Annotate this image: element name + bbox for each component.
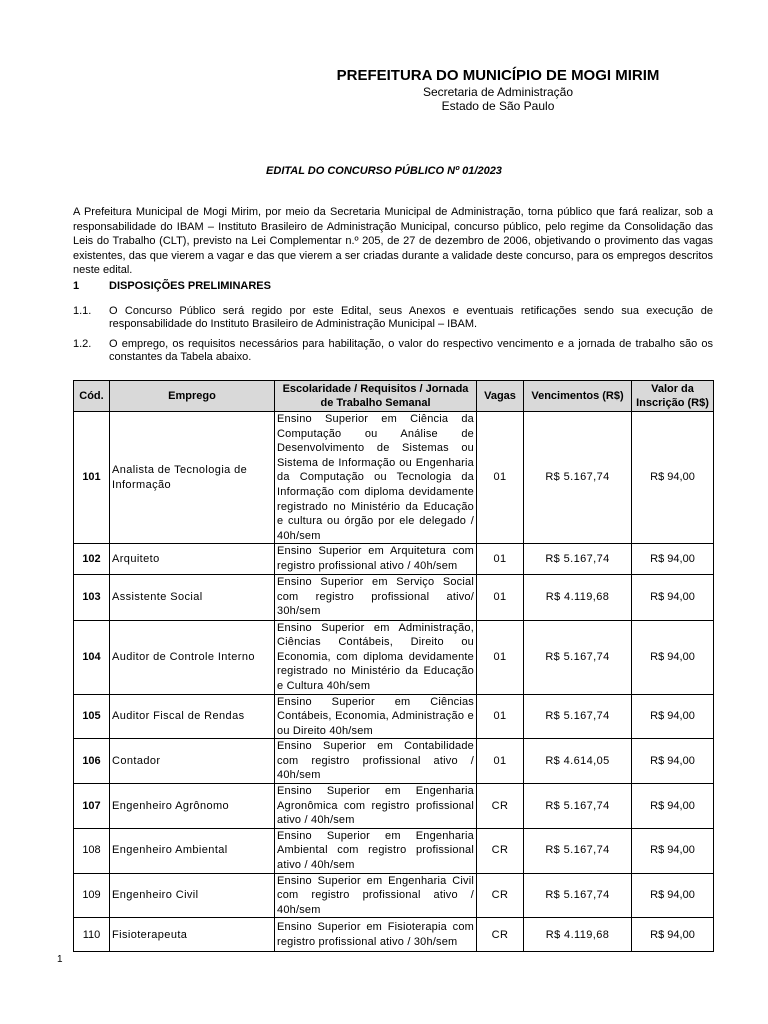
cell-emprego: Engenheiro Civil [110, 873, 275, 918]
cell-emprego: Auditor Fiscal de Rendas [110, 694, 275, 739]
cell-escolaridade: Ensino Superior em Engenharia Agronômica com registro profissional ativo / 40h/sem [275, 784, 477, 829]
cell-escolaridade: Ensino Superior em Engenharia Civil com registro profissional ativo / 40h/sem [275, 873, 477, 918]
cell-emprego: Analista de Tecnologia de Informação [110, 412, 275, 544]
cell-vencimentos: R$ 4.119,68 [524, 918, 632, 952]
table-row [74, 574, 714, 620]
cell-cod: 107 [74, 784, 110, 829]
cell-vencimentos: R$ 5.167,74 [524, 784, 632, 829]
clause-text: O emprego, os requisitos necessários para habilitação, o valor do respectivo vencimento e a jornada de trabalho são os constantes da Tabela abaixo. [109, 338, 713, 363]
table-row [74, 620, 714, 694]
cell-vagas: 01 [477, 544, 524, 574]
clause-number: 1.1. [73, 305, 92, 317]
table-row [74, 918, 714, 952]
cell-escolaridade: Ensino Superior em Fisioterapia com registro profissional ativo / 30h/sem [275, 918, 477, 952]
cell-emprego: Engenheiro Ambiental [110, 828, 275, 873]
page-number: 1 [57, 954, 63, 965]
municipality-title: PREFEITURA DO MUNICÍPIO DE MOGI MIRIM [336, 67, 660, 84]
cell-valor: R$ 94,00 [632, 873, 714, 918]
section-number: 1 [73, 280, 80, 292]
cell-vagas: 01 [477, 694, 524, 739]
cell-vencimentos: R$ 4.614,05 [524, 739, 632, 784]
cell-emprego: Contador [110, 739, 275, 784]
cell-vencimentos: R$ 5.167,74 [524, 544, 632, 574]
cell-valor: R$ 94,00 [632, 918, 714, 952]
cell-vencimentos: R$ 5.167,74 [524, 620, 632, 694]
cell-valor: R$ 94,00 [632, 694, 714, 739]
cell-emprego: Assistente Social [110, 574, 275, 620]
cell-emprego: Engenheiro Agrônomo [110, 784, 275, 829]
cell-escolaridade: Ensino Superior em Engenharia Ambiental com registro profissional ativo / 40h/sem [275, 828, 477, 873]
clause-number: 1.2. [73, 338, 92, 350]
document-header [330, 67, 666, 113]
cell-vagas: CR [477, 918, 524, 952]
cell-cod: 104 [74, 620, 110, 694]
cell-emprego: Auditor de Controle Interno [110, 620, 275, 694]
header-emprego: Emprego [110, 381, 275, 412]
cell-vencimentos: R$ 5.167,74 [524, 873, 632, 918]
table-row [74, 828, 714, 873]
table-row [74, 739, 714, 784]
cell-escolaridade: Ensino Superior em Administração, Ciências Contábeis, Direito ou Economia, com diploma devidamente registrado no Ministério da Educação e Cultura 40h/sem [275, 620, 477, 694]
cell-valor: R$ 94,00 [632, 828, 714, 873]
table-row [74, 694, 714, 739]
header-valor-inscricao: Valor da Inscrição (R$) [632, 381, 714, 412]
cell-valor: R$ 94,00 [632, 784, 714, 829]
section-heading [73, 280, 271, 292]
table-row [74, 412, 714, 544]
cell-vencimentos: R$ 5.167,74 [524, 412, 632, 544]
cell-cod: 109 [74, 873, 110, 918]
cell-cod: 101 [74, 412, 110, 544]
clause-1-1 [73, 305, 713, 331]
table-row [74, 784, 714, 829]
section-title: DISPOSIÇÕES PRELIMINARES [109, 280, 271, 292]
cell-vagas: 01 [477, 620, 524, 694]
cell-vagas: CR [477, 784, 524, 829]
header-cod: Cód. [74, 381, 110, 412]
state-subtitle: Estado de São Paulo [441, 99, 555, 113]
cell-escolaridade: Ensino Superior em Serviço Social com registro profissional ativo/ 30h/sem [275, 574, 477, 620]
cell-valor: R$ 94,00 [632, 620, 714, 694]
cell-emprego: Fisioterapeuta [110, 918, 275, 952]
cell-vagas: 01 [477, 739, 524, 784]
cell-vagas: CR [477, 828, 524, 873]
cell-escolaridade: Ensino Superior em Ciências Contábeis, Economia, Administração e ou Direito 40h/sem [275, 694, 477, 739]
positions-table [73, 380, 714, 952]
cell-cod: 108 [74, 828, 110, 873]
cell-valor: R$ 94,00 [632, 544, 714, 574]
intro-paragraph: A Prefeitura Municipal de Mogi Mirim, por meio da Secretaria Municipal de Administração, torna público que fará realizar, sob a responsabilidade do IBAM – Instituto Brasileiro de Administração Municipal, concurso público, pelo regime da Consolidação das Leis do Trabalho (CLT), previsto na Lei Complementar n.º 205, de 27 de dezembro de 2006, objetivando o provimento das vagas existentes, das que vierem a vagar e das que vierem a ser criadas durante a validade deste concurso, para os empregos descritos neste edital. [73, 206, 713, 276]
header-vagas: Vagas [477, 381, 524, 412]
cell-cod: 102 [74, 544, 110, 574]
cell-escolaridade: Ensino Superior em Arquitetura com registro profissional ativo / 40h/sem [275, 544, 477, 574]
cell-vagas: 01 [477, 574, 524, 620]
table-row [74, 544, 714, 574]
cell-vencimentos: R$ 5.167,74 [524, 828, 632, 873]
edital-title: EDITAL DO CONCURSO PÚBLICO Nº 01/2023 [266, 165, 502, 177]
header-escolaridade: Escolaridade / Requisitos / Jornada de Trabalho Semanal [275, 381, 477, 412]
cell-vencimentos: R$ 4.119,68 [524, 574, 632, 620]
cell-cod: 106 [74, 739, 110, 784]
cell-cod: 110 [74, 918, 110, 952]
cell-valor: R$ 94,00 [632, 574, 714, 620]
cell-cod: 105 [74, 694, 110, 739]
table-header-row [74, 381, 714, 412]
cell-vencimentos: R$ 5.167,74 [524, 694, 632, 739]
header-vencimentos: Vencimentos (R$) [524, 381, 632, 412]
cell-cod: 103 [74, 574, 110, 620]
cell-vagas: 01 [477, 412, 524, 544]
cell-vagas: CR [477, 873, 524, 918]
cell-valor: R$ 94,00 [632, 412, 714, 544]
cell-emprego: Arquiteto [110, 544, 275, 574]
cell-escolaridade: Ensino Superior em Contabilidade com registro profissional ativo / 40h/sem [275, 739, 477, 784]
clause-text: O Concurso Público será regido por este Edital, seus Anexos e eventuais retificações sendo sua execução de responsabilidade do Instituto Brasileiro de Administração Municipal – IBAM. [109, 305, 713, 330]
cell-escolaridade: Ensino Superior em Ciência da Computação ou Análise de Desenvolvimento de Sistemas ou Sistema de Informação ou Engenharia da Computação ou Tecnologia da Informação com diploma devidamente registrado no Ministério da Educação e cultura ou órgão por ele delegado / 40h/sem [275, 412, 477, 544]
cell-valor: R$ 94,00 [632, 739, 714, 784]
table-row [74, 873, 714, 918]
secretariat-subtitle: Secretaria de Administração [422, 85, 574, 99]
clause-1-2 [73, 338, 713, 364]
